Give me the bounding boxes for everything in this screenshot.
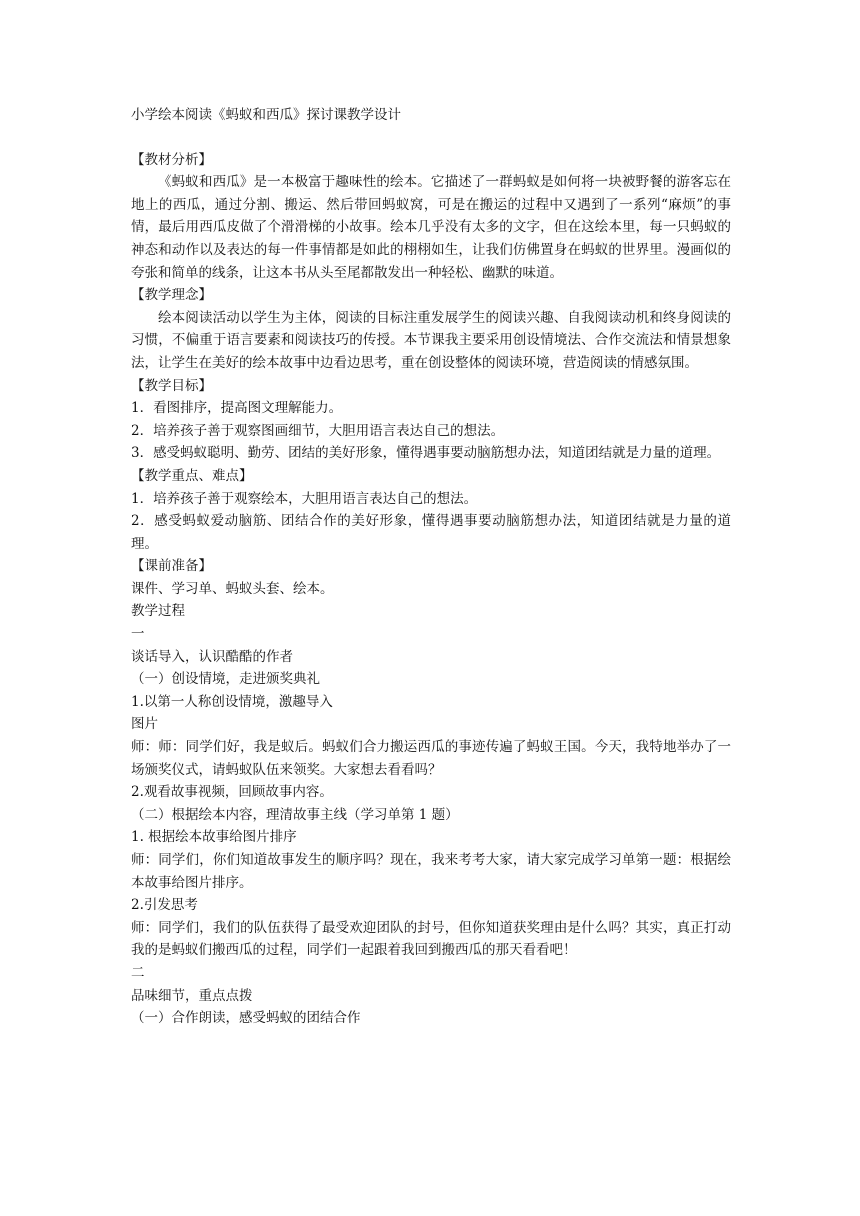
step-title: 2.观看故事视频，回顾故事内容。: [131, 784, 333, 801]
part1-number: 一: [131, 626, 145, 643]
key-points-heading: 【教学重点、难点】: [131, 467, 253, 484]
part1-title: 谈话导入，认识酷酷的作者: [131, 648, 293, 665]
goal-item: 2．培养孩子善于观察图画细节，大胆用语言表达自己的想法。: [131, 422, 505, 439]
concept-heading: 【教学理念】: [131, 287, 212, 304]
process-heading: 教学过程: [131, 603, 185, 620]
analysis-text: 《蚂蚁和西瓜》是一本极富于趣味性的绘本。它描述了一群蚂蚁是如何将一块被野餐的游客忘在地上的西瓜，通过分割、搬运、然后带回蚂蚁窝，可是在搬运的过程中又遇到了一系列“麻烦”的事情，最后用西瓜皮做了个滑滑梯的小故事。绘本几乎没有太多的文字，但在这绘本里，每一只蚂蚁的神态和动作以及表达的每一件事情都是如此的栩栩如生，让我们仿佛置身在蚂蚁的世界里。漫画似的夸张和简单的线条，让这本书从头至尾都散发出一种轻松、幽默的味道。: [131, 174, 731, 281]
document-title: 小学绘本阅读《蚂蚁和西瓜》探讨课教学设计: [131, 107, 401, 123]
step-title: 1. 根据绘本故事给图片排序: [131, 829, 297, 846]
key-point-item: 1．培养孩子善于观察绘本，大胆用语言表达自己的想法。: [131, 490, 478, 507]
picture-placeholder: 图片: [131, 716, 158, 733]
key-point-item: 2．感受蚂蚁爱动脑筋、团结合作的美好形象，懂得遇事要动脑筋想办法，知道团结就是力量的道理。: [131, 513, 731, 552]
teacher-speech: 师：师：同学们好，我是蚁后。蚂蚁们合力搬运西瓜的事迹传遍了蚂蚁王国。今天，我特地举办了一场颁奖仪式，请蚂蚁队伍来领奖。大家想去看看吗？: [131, 739, 731, 778]
document-page: [131, 104, 731, 1030]
part2-title: 品味细节，重点点拨: [131, 987, 253, 1004]
teacher-speech: 师：同学们，我们的队伍获得了最受欢迎团队的封号，但你知道获奖理由是什么吗？其实，真正打动我的是蚂蚁们搬西瓜的过程，同学们一起跟着我回到搬西瓜的那天看看吧！: [131, 919, 731, 959]
subsection-title: （二）根据绘本内容，理清故事主线（学习单第 1 题）: [131, 806, 459, 823]
step-title: 2.引发思考: [131, 897, 198, 914]
goals-heading: 【教学目标】: [131, 377, 212, 394]
goal-item: 3．感受蚂蚁聪明、勤劳、团结的美好形象，懂得遇事要动脑筋想办法，知道团结就是力量的道理。: [131, 445, 721, 462]
subsection-title: （一）创设情境，走进颁奖典礼: [131, 671, 320, 688]
part2-number: 二: [131, 964, 145, 981]
step-title: 1.以第一人称创设情境，激趣导入: [131, 693, 333, 710]
preparation-text: 课件、学习单、蚂蚁头套、绘本。: [131, 580, 334, 597]
goal-item: 1．看图排序，提高图文理解能力。: [131, 400, 343, 417]
analysis-heading: 【教材分析】: [131, 151, 212, 168]
preparation-heading: 【课前准备】: [131, 558, 212, 575]
concept-text: 绘本阅读活动以学生为主体，阅读的目标注重发展学生的阅读兴趣、自我阅读动机和终身阅读的习惯，不偏重于语言要素和阅读技巧的传授。本节课我主要采用创设情境法、合作交流法和情景想象法，让学生在美好的绘本故事中边看边思考，重在创设整体的阅读环境，营造阅读的情感氛围。: [131, 309, 731, 371]
subsection-title: （一）合作朗读，感受蚂蚁的团结合作: [131, 1010, 361, 1027]
teacher-speech: 师：同学们，你们知道故事发生的顺序吗？现在，我来考考大家，请大家完成学习单第一题：根据绘本故事给图片排序。: [131, 852, 731, 891]
